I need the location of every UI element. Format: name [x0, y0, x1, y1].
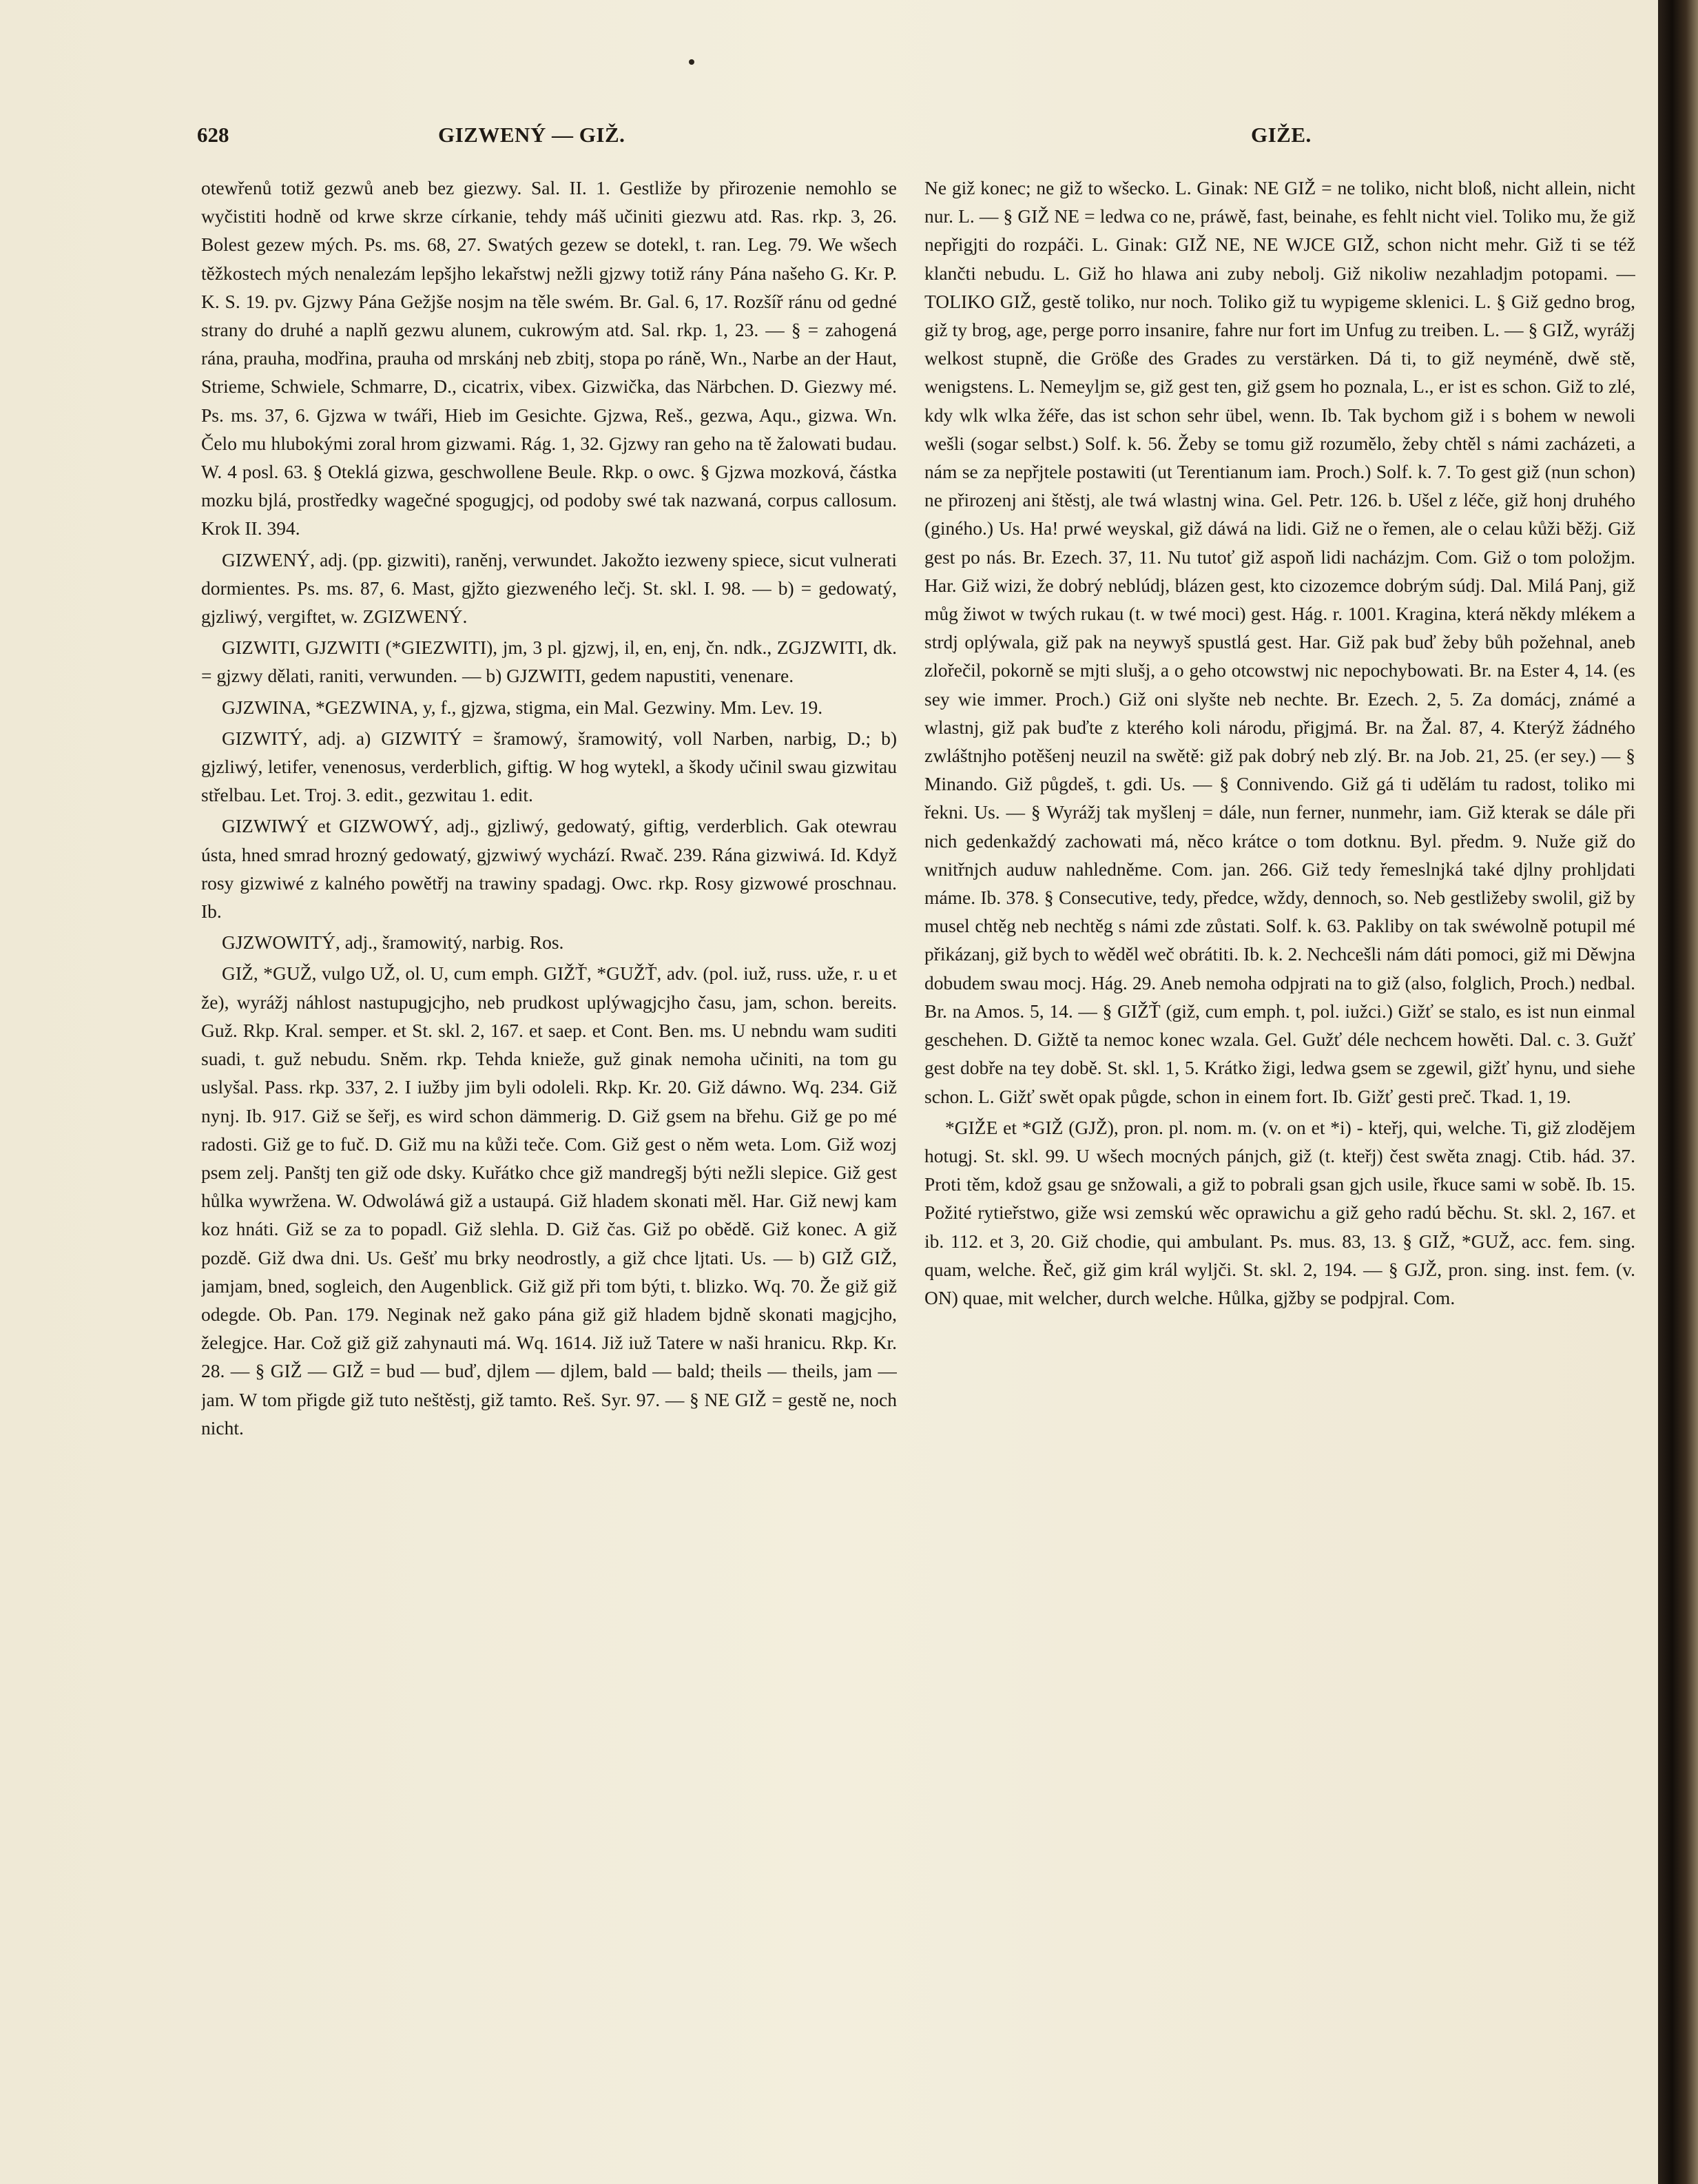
entry-gizwiwy: GIZWIWÝ et GIZWOWÝ, adj., gjzliwý, gedowatý, giftig, verderblich. Gak otewrau ústa, hned smrad hrozný gedowatý, gjzwiwý wychází. Rwač. 239. Rána gizwiwá. Id. Když rosy gizwiwé z kalného powětřj na trawiny spadagj. Owc. rkp. Rosy gizwowé proschnau. Ib.	[201, 815, 897, 923]
right-guide-word: GIŽE.	[1251, 123, 1312, 147]
left-column	[201, 174, 897, 2165]
right-column	[924, 174, 1635, 2165]
page-number: 628	[197, 123, 229, 147]
ink-speck	[689, 59, 694, 65]
entry-continuation-giz: Ne giž konec; ne giž to wšecko. L. Ginak: NE GIŽ = ne toliko, nicht bloß, nicht allein, nicht nur. L. — § GIŽ NE = ledwa co ne, práwě, fast, beinahe, es fehlt nicht viel. Toliko mu, že giž nepřigjti do rozpáči. L. Ginak: GIŽ NE, NE WJCE GIŽ, schon nicht mehr. Giž ti se též klančti nebudu. L. Giž ho hlawa ani zuby nebolj. Giž nikoliw nezahladjm potopami. — TOLIKO GIŽ, gestě toliko, nur noch. Toliko giž tu wypigeme sklenici. L. § Giž gedno brog, giž ty brog, age, perge porro insanire, fahre nur fort im Unfug zu treiben. L. — § GIŽ, wyrážj welkost stupně, die Größe des Grades zu verstärken. Dá ti, to giž neyméně, dwě stě, wenigstens. L. Nemeyljm se, giž gest ten, giž gsem ho poznala, L., er ist es schon. Giž to zlé, kdy wlk wlka žéře, das ist schon sehr übel, wenn. Ib. Tak bychom giž i s bohem w newoli wešli (sogar selbst.) Solf. k. 56. Žeby se tomu giž rozumělo, žeby chtěl s námi zacházeti, a nám se za nepřjtele postawiti (ut Terentianum iam. Proch.) Solf. k. 7. To gest giž (nun schon) ne přirozenj ani štěstj, ale twá wlastnj wina. Gel. Petr. 126. b. Ušel z léče, giž honj druhého (giného.) Us. Ha! prwé weyskal, giž dáwá na lidi. Giž ne o řemen, ale o celau kůži běžj. Giž gest po nás. Br. Ezech. 37, 11. Nu tutoť giž aspoň lidi nacházjm. Com. Giž o tom položjm. Har. Giž wizi, že dobrý neblúdj, blázen gest, kto cizozemce dobrým súdj. Dal. Milá Panj, giž můg žiwot w twých rukau (t. w twé moci) gest. Hág. r. 1001. Kragina, která někdy mlékem a strdj oplýwala, giž pak na neywyš spustlá gest. Har. Giž pak buď žeby bůh požehnal, aneb zlořečil, pokorně se mjti slušj, a o geho otcowstwj nic nepochybowati. Br. na Ester 4, 14. (es sey wie immer. Proch.) Giž oni slyšte neb nechte. Br. Ezech. 2, 5. Za domácj, známé a wlastnj, giž pak buďte z kterého koli národu, přigjmá. Br. na Žal. 87, 4. Kterýž žádného zwláštnjho potěšenj neuzil na swětě: giž pak dobrý neb zlý. Br. na Job. 21, 25. (er sey.) — § Minando. Giž půgdeš, t. gdi. Us. — § Connivendo. Giž gá ti udělám tu radost, toliko mi řekni. Us. — § Wyrážj tak myšlenj = dále, nun ferner, nunmehr, iam. Giž kterak se dále při nich gedenkaždý zachowati má, něco krátce o tom dotknu. Byl. předm. 9. Nuže giž do wnitřnjch auduw nahledněme. Com. jan. 266. Giž tedy řemeslnjká také djlny prohljdati máme. Ib. 378. § Consecutive, tedy, předce, wždy, dennoch, so. Neb gestližeby swolil, giž by musel chtěg neb nechtěg s námi zde zůstati. Solf. k. 63. Pakliby on tak swéwolně potupil mé přikázanj, giž bych to wěděl weč obrátiti. Ib. k. 2. Nechcešli nám dáti pomoci, giž mi Děwjna dobudem swau mocj. Hág. 29. Aneb nemoha odpjrati na to giž (also, folglich, Proch.) nedbal. Br. na Amos. 5, 14. — § GIŽŤ (giž, cum emph. t, pol. iužci.) Gižť se stalo, es ist nun einmal geschehen. D. Gižtě ta nemoc konec wzala. Gel. Gužť déle nechcem howěti. Dal. c. 3. Gužť gest dobře na tey době. St. skl. 1, 5. Krátko žigi, ledwa gsem se zgewil, gižť hynu, und siehe schon. L. Gižť swět opak půgde, schon in einem fort. Ib. Gižť gesti preč. Tkad. 1, 19.	[924, 177, 1635, 1107]
entry-gizwity: GIZWITÝ, adj. a) GIZWITÝ = šramowý, šramowitý, voll Narben, narbig, D.; b) gjzliwý, letifer, venenosus, verderblich, giftig. W hog wytekl, a škody učinil swau gizwitau střelbau. Let. Troj. 3. edit., gezwitau 1. edit.	[201, 727, 897, 806]
entry-gize: *GIŽE et *GIŽ (GJŽ), pron. pl. nom. m. (v. on et *i) - kteřj, qui, welche. Ti, giž zlodějem hotugj. St. skl. 99. U wšech mocných pánjch, giž (t. kteřj) čest swěta znagj. Ctib. hád. 37. Proti těm, kdož gsau ge snžowali, a giž to pobrali gsan gjch usile, řkuce sami w sobě. Ib. 15. Požité rytieřstwo, giže wsi zemskú wěc oprawichu a giž geho radú běchu. St. skl. 2, 167. et ib. 112. et 3, 20. Giž chodie, qui ambulant. Ps. mus. 83, 13. § GIŽ, *GUŽ, acc. fem. sing. quam, welche. Řeč, giž gim král wyljči. St. skl. 2, 194. — § GJŽ, pron. sing. inst. fem. (v. ON) quae, mit welcher, durch welche. Hůlka, gjžby se podpjral. Com.	[924, 1116, 1635, 1308]
left-guide-word: GIZWENÝ — GIŽ.	[438, 123, 625, 147]
page-header	[197, 123, 1453, 157]
entry-gjzwina: GJZWINA, *GEZWINA, y, f., gjzwa, stigma, ein Mal. Gezwiny. Mm. Lev. 19.	[222, 696, 823, 718]
entry-continuation-gizwa: otewřenů totiž gezwů aneb bez giezwy. Sal. II. 1. Gestliže by přirozenie nemohlo se wyčistiti hodně od krwe skrze církanie, tehdy máš učiniti giezwu atd. Ras. rkp. 3, 26. Bolest gezew mých. Ps. ms. 68, 27. Swatých gezew se dotekl, t. ran. Leg. 79. We wšech těžkostech mých nenalezám lepšjho lekařstwj nežli gjzwy totiž rány Pána našeho G. Kr. P. K. S. 19. pv. Gjzwy Pána Gežjše nosjm na těle swém. Br. Gal. 6, 17. Rozšíř ránu od gedné strany do druhé a naplň gezwu alunem, cukrowým atd. Sal. rkp. 1, 23. — § = zahogená rána, prauha, modřina, prauha od mrskánj neb zbitj, stopa po ráně, Wn., Narbe an der Haut, Strieme, Schwiele, Schmarre, D., cicatrix, vibex. Gizwička, das Närbchen. D. Giezwy mé. Ps. ms. 37, 6. Gjzwa w twáři, Hieb im Gesichte. Gjzwa, Reš., gezwa, Aqu., gizwa. Wn. Čelo mu hlubokými zoral hrom gizwami. Rág. 1, 32. Gjzwy ran geho na tě žalowati budau. W. 4 posl. 63. § Oteklá gizwa, geschwollene Beule. Rkp. o owc. § Gjzwa mozková, částka mozku bjlá, prostředky wagečné spogugjcj, od podoby swé tak nazwaná, corpus callosum. Krok II. 394.	[201, 177, 897, 539]
book-binding-shadow	[1658, 0, 1698, 2184]
entry-gjzwowity: GJZWOWITÝ, adj., šramowitý, narbig. Ros.	[222, 931, 564, 954]
entry-giz: GIŽ, *GUŽ, vulgo UŽ, ol. U, cum emph. GIŽŤ, *GUŽŤ, adv. (pol. iuž, russ. uže, r. u et že), wyrážj náhlost nastupugjcjho, neb prudkost uplýwagjcjho času, jam, schon. bereits. Guž. Rkp. Kral. semper. et St. skl. 2, 167. et saep. et Cont. Ben. ms. U nebndu wam suditi suadi, t. guž nebudu. Sněm. rkp. Tehda knieže, guž ginak nemoha učiniti, na tom gu uslyšal. Pass. rkp. 337, 2. I iužby jim byli odoleli. Rkp. Kr. 20. Giž dáwno. Wq. 234. Giž nynj. Ib. 917. Giž se šeřj, es wird schon dämmerig. D. Giž gsem na břehu. Giž ge po mé radosti. Giž ge to fuč. D. Giž mu na kůži teče. Com. Giž gest o něm weta. Lom. Giž wozj psem zelj. Panštj ten giž ode dsky. Kuřátko chce giž mandregšj býti nežli slepice. Giž gest hůlka wywržena. W. Odwoláwá giž a ustaupá. Giž hladem skonati měl. Har. Giž newj kam koz hnáti. Giž se za to popadl. Giž slehla. D. Giž čas. Giž po obědě. Giž konec. A giž pozdě. Giž dwa dni. Us. Gešť mu brky neodrostly, a giž chce ljtati. Us. — b) GIŽ GIŽ, jamjam, bned, sogleich, den Augenblick. Giž giž při tom býti, t. blizko. Wq. 70. Že giž giž odegde. Ob. Pan. 179. Neginak než gako pána giž giž hladem bjdně skonati magjcjho, želegjce. Har. Což giž giž zahynauti má. Wq. 1614. Již iuž Tatere w naši hranicu. Rkp. Kr. 28. — § GIŽ — GIŽ = bud — buď, djlem — djlem, bald — bald; theils — theils, jam — jam. W tom přigde giž tuto neštěstj, giž tamto. Reš. Syr. 97. — § NE GIŽ = gestě ne, noch nicht.	[201, 962, 897, 1439]
entry-gizwiti: GIZWITI, GJZWITI (*GIEZWITI), jm, 3 pl. gjzwj, il, en, enj, čn. ndk., ZGJZWITI, dk. = gjzwy dělati, raniti, verwunden. — b) GJZWITI, gedem napustiti, venenare.	[201, 637, 897, 687]
entry-gizweny: GIZWENÝ, adj. (pp. gizwiti), raněnj, verwundet. Jakožto iezweny spiece, sicut vulnerati dormientes. Ps. ms. 87, 6. Mast, gjžto giezweného lečj. St. skl. I. 98. — b) = gedowatý, gjzliwý, vergiftet, w. ZGIZWENÝ.	[201, 548, 897, 628]
